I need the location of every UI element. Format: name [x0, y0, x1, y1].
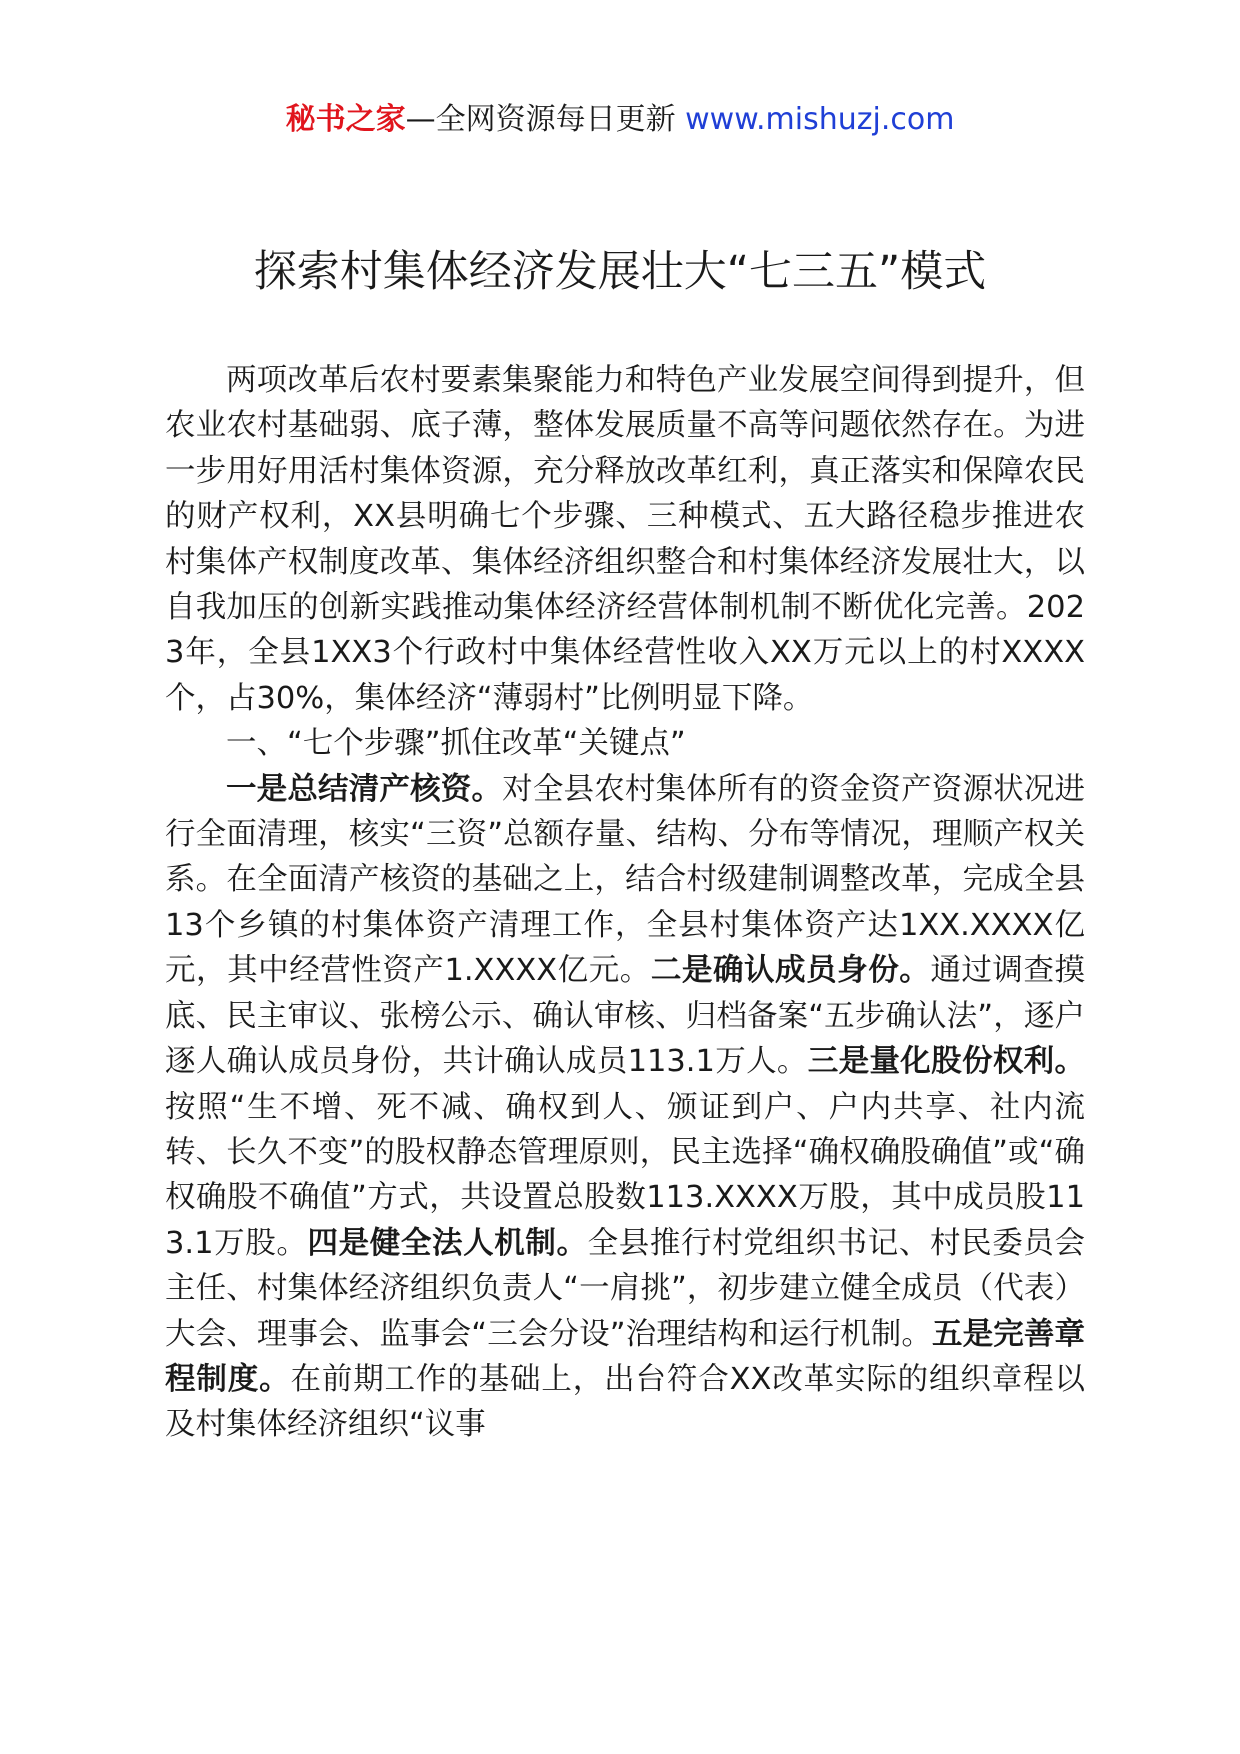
step1-text: 对全县农村集体所有的资金资产资源状况进行全面清理，核实“三资”总额存量、结构、分布等情况，理顺产权关系。在全面清产核资的基础之上，结合村级建制调整改革，完成全县13个乡镇的村集体资产清理工作，全县村集体资产达1XX.XXXX亿元，其中经营性资产1.XXXX亿元。	[165, 771, 1086, 989]
step1-lead: 一是总结清产核资。	[226, 771, 503, 807]
document-body	[165, 358, 1085, 1448]
step5-text: 在前期工作的基础上，出台符合XX改革实际的组织章程以及村集体经济组织“议事	[165, 1361, 1086, 1443]
step3-text: 按照“生不增、死不减、确权到人、颁证到户、户内共享、社内流转、长久不变”的股权静态管理原则，民主选择“确权确股确值”或“确权确股不确值”方式，共设置总股数113.XXXX万股，其中成员股113.1万股。	[165, 1089, 1085, 1261]
steps-paragraph	[165, 767, 1085, 1448]
section-heading: 一、“七个步骤”抓住改革“关键点”	[226, 726, 686, 762]
step4-text: 全县推行村党组织书记、村民委员会主任、村集体经济组织负责人“一肩挑”，初步建立健全成员（代表）大会、理事会、监事会“三会分设”治理结构和运行机制。	[165, 1225, 1086, 1352]
site-header	[0, 100, 1240, 140]
step4-lead: 四是健全法人机制。	[307, 1225, 588, 1261]
step2-lead: 二是确认成员身份。	[650, 953, 931, 989]
document-title: 探索村集体经济发展壮大“七三五”模式	[253, 247, 987, 297]
step2-text: 通过调查摸底、民主审议、张榜公示、确认审核、归档备案“五步确认法”，逐户逐人确认成员身份，共计确认成员113.1万人。	[165, 953, 1086, 1080]
site-brand: 秘书之家	[285, 102, 406, 137]
site-tagline: —全网资源每日更新	[405, 102, 686, 137]
step3-lead: 三是量化股份权利。	[807, 1044, 1085, 1080]
intro-paragraph: 两项改革后农村要素集聚能力和特色产业发展空间得到提升，但农业农村基础弱、底子薄，整体发展质量不高等问题依然存在。为进一步用好用活村集体资源，充分释放改革红利，真正落实和保障农民的财产权利，XX县明确七个步骤、三种模式、五大路径稳步推进农村集体产权制度改革、集体经济组织整合和村集体经济发展壮大，以自我加压的创新实践推动集体经济经营体制机制不断优化完善。2023年，全县1XX3个行政村中集体经营性收入XX万元以上的村XXXX个，占30%，集体经济“薄弱村”比例明显下降。	[165, 363, 1085, 716]
step5-lead: 五是完善章程制度。	[165, 1316, 1086, 1397]
site-url[interactable]: www.mishuzj.com	[685, 102, 955, 137]
